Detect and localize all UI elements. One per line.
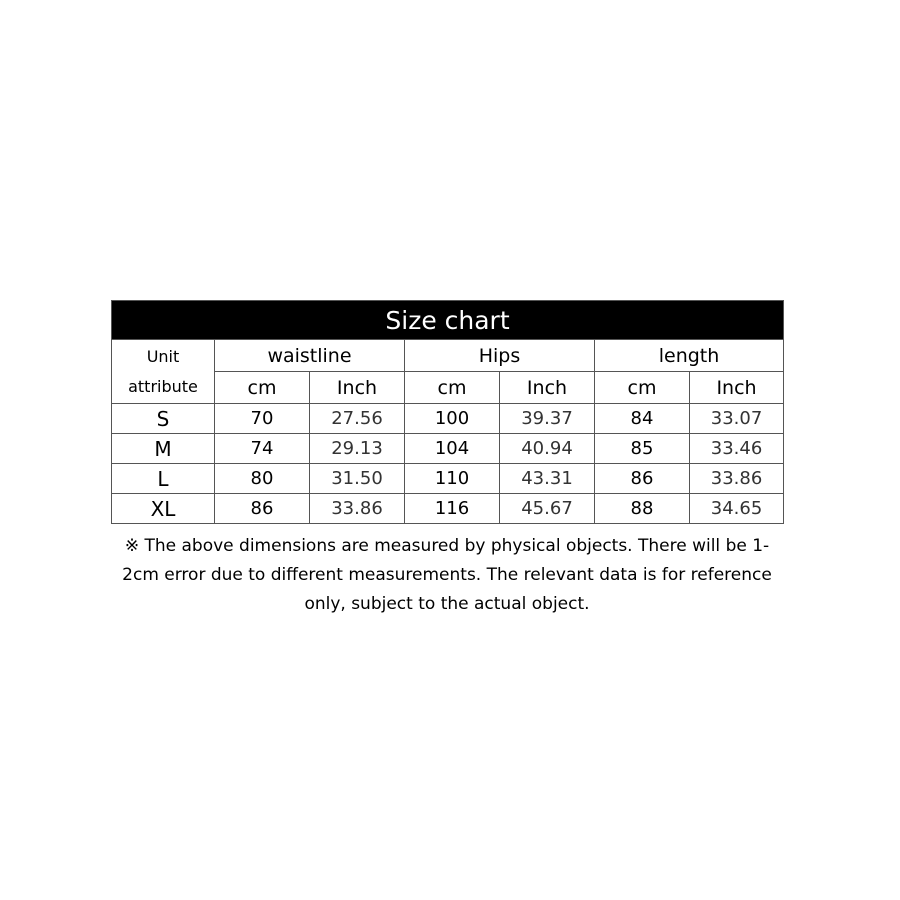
- subheader-cm: cm: [595, 372, 690, 404]
- unit-attribute-header: [112, 340, 215, 404]
- group-header-hips: Hips: [405, 340, 595, 372]
- table-row: [112, 464, 784, 494]
- cell-cm-value: 86: [595, 464, 690, 494]
- title-row: [112, 301, 784, 340]
- cell-inch-value: 34.65: [690, 494, 784, 524]
- chart-title: Size chart: [112, 301, 784, 340]
- cell-cm-value: 100: [405, 404, 500, 434]
- size-label: XL: [112, 494, 215, 524]
- group-header-row: [112, 340, 784, 372]
- subheader-inch: Inch: [310, 372, 405, 404]
- cell-inch-value: 39.37: [500, 404, 595, 434]
- measurement-note: ※ The above dimensions are measured by physical objects. There will be 1-2cm error due to different measurements. The relevant data is for reference only, subject to the actual object.: [122, 536, 772, 614]
- cell-inch-value: 33.86: [690, 464, 784, 494]
- cell-inch-value: 29.13: [310, 434, 405, 464]
- group-header-waistline: waistline: [215, 340, 405, 372]
- attribute-label: attribute: [128, 376, 198, 396]
- subheader-inch: Inch: [690, 372, 784, 404]
- cell-cm-value: 104: [405, 434, 500, 464]
- cell-inch-value: 33.07: [690, 404, 784, 434]
- cell-cm-value: 86: [215, 494, 310, 524]
- cell-inch-value: 45.67: [500, 494, 595, 524]
- cell-cm-value: 88: [595, 494, 690, 524]
- cell-cm-value: 80: [215, 464, 310, 494]
- size-chart-table: [111, 300, 784, 524]
- size-label: M: [112, 434, 215, 464]
- cell-inch-value: 43.31: [500, 464, 595, 494]
- cell-inch-value: 33.46: [690, 434, 784, 464]
- size-label: L: [112, 464, 215, 494]
- subheader-cm: cm: [405, 372, 500, 404]
- table-row: [112, 494, 784, 524]
- size-rows: [112, 404, 784, 524]
- cell-cm-value: 74: [215, 434, 310, 464]
- cell-inch-value: 27.56: [310, 404, 405, 434]
- cell-inch-value: 31.50: [310, 464, 405, 494]
- cell-cm-value: 84: [595, 404, 690, 434]
- cell-cm-value: 116: [405, 494, 500, 524]
- table-row: [112, 404, 784, 434]
- table-row: [112, 434, 784, 464]
- size-label: S: [112, 404, 215, 434]
- cell-inch-value: 40.94: [500, 434, 595, 464]
- subheader-cm: cm: [215, 372, 310, 404]
- size-chart: [111, 300, 783, 524]
- cell-inch-value: 33.86: [310, 494, 405, 524]
- cell-cm-value: 110: [405, 464, 500, 494]
- cell-cm-value: 70: [215, 404, 310, 434]
- unit-label: Unit: [146, 346, 180, 366]
- subheader-inch: Inch: [500, 372, 595, 404]
- group-header-length: length: [595, 340, 784, 372]
- cell-cm-value: 85: [595, 434, 690, 464]
